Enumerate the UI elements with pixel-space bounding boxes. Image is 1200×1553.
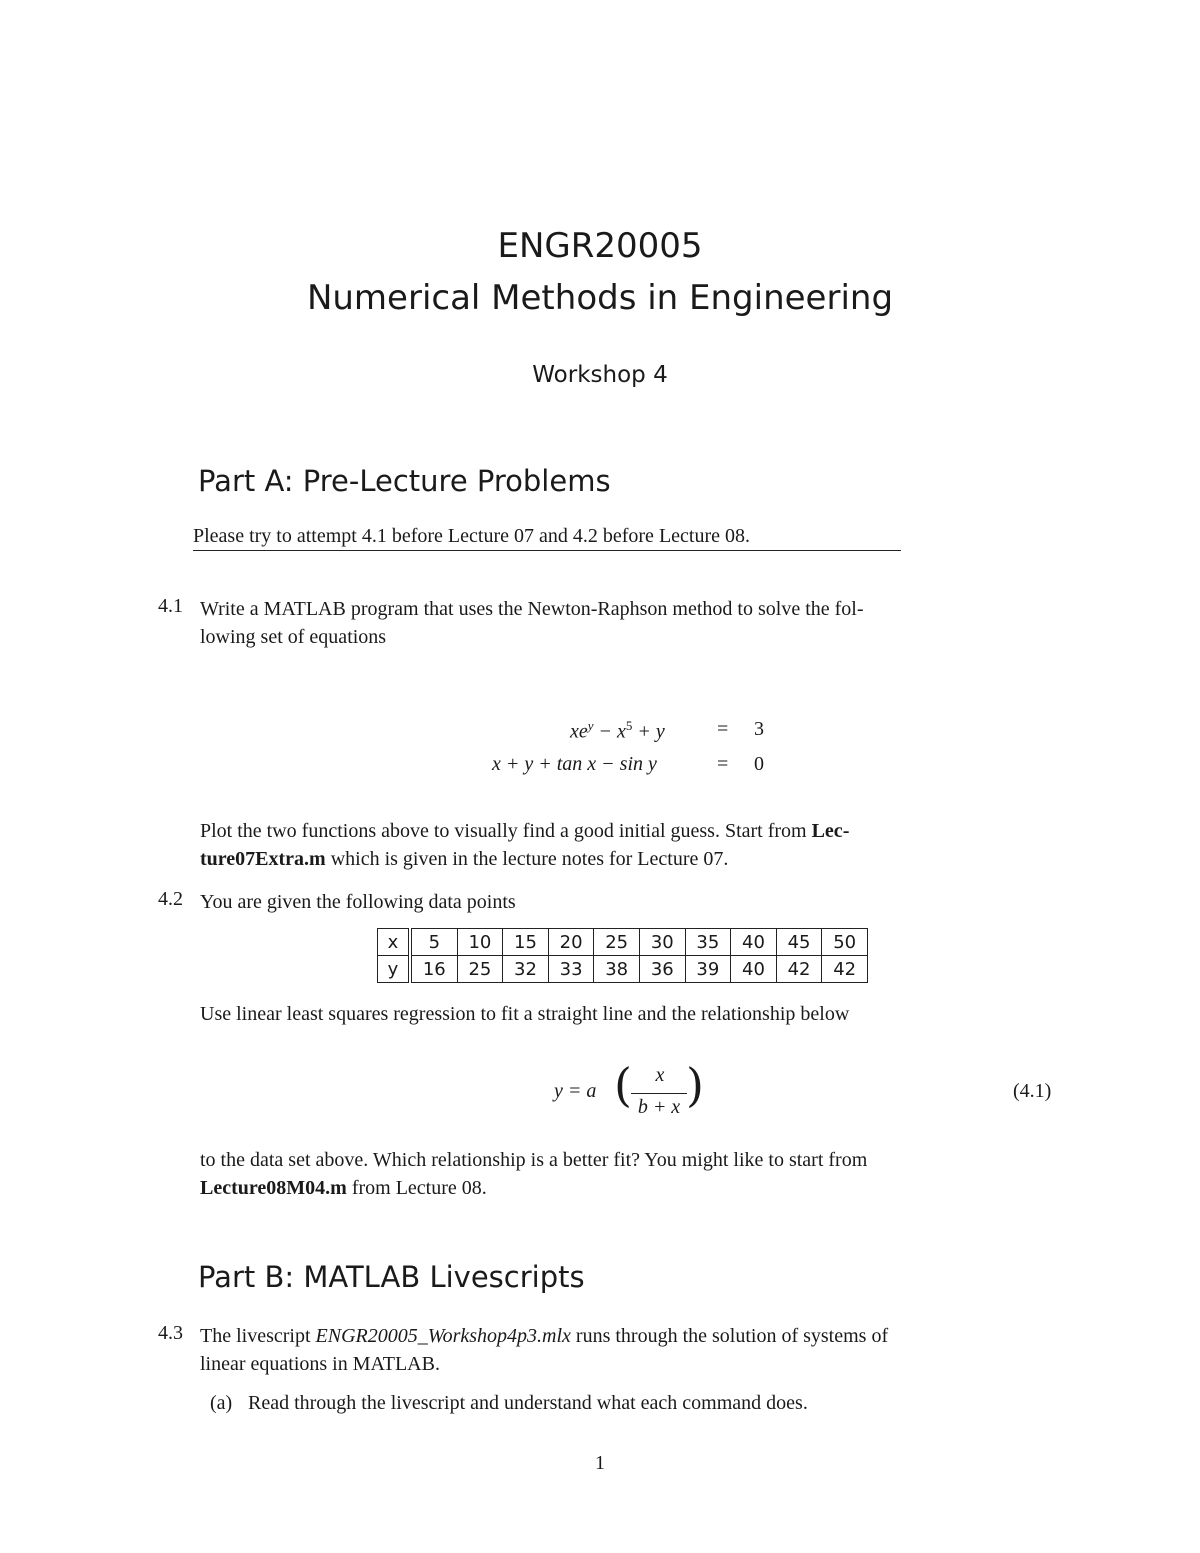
part-b-heading: Part B: MATLAB Livescripts xyxy=(198,1260,585,1294)
fraction-denominator: b + x xyxy=(637,1096,681,1118)
question-4-1-line2: lowing set of equations xyxy=(200,626,387,648)
question-4-2-fit-text: Use linear least squares regression to fit a straight line and the relationship below xyxy=(200,1003,850,1025)
left-paren: ( xyxy=(614,1058,632,1112)
table-header-x: x xyxy=(378,929,411,956)
question-4-1-plot-line2: ture07Extra.m which is given in the lecture notes for Lecture 07. xyxy=(200,848,729,870)
course-title: Numerical Methods in Engineering xyxy=(306,278,894,318)
table-cell: 25 xyxy=(457,956,503,983)
equation-4-1-label: (4.1) xyxy=(1013,1080,1052,1102)
page-number: 1 xyxy=(595,1452,605,1474)
equation-2-lhs: x + y + tan x − sin y xyxy=(492,753,657,775)
table-cell: 45 xyxy=(776,929,822,956)
course-code: ENGR20005 xyxy=(497,226,703,266)
table-cell: 30 xyxy=(639,929,685,956)
table-cell: 25 xyxy=(594,929,640,956)
lecture07-file-part1: Lec- xyxy=(811,820,850,842)
question-4-2-after-line2: Lecture08M04.m from Lecture 08. xyxy=(200,1177,487,1199)
table-row-x xyxy=(378,929,868,956)
fraction-bar xyxy=(631,1093,687,1094)
subquestion-a-text: Read through the livescript and understand what each command does. xyxy=(248,1392,808,1414)
question-4-2-number: 4.2 xyxy=(158,888,183,910)
workshop-label: Workshop 4 xyxy=(532,362,668,388)
table-cell: 20 xyxy=(548,929,594,956)
question-4-2-after-line1: to the data set above. Which relationship is a better fit? You might like to start from xyxy=(200,1149,868,1171)
table-cell: 38 xyxy=(594,956,640,983)
part-a-heading: Part A: Pre-Lecture Problems xyxy=(198,464,611,498)
equation-4-1-lhs: y = a xyxy=(554,1080,597,1102)
table-header-y: y xyxy=(378,956,411,983)
table-cell: 10 xyxy=(457,929,503,956)
equation-2-equals: = xyxy=(717,753,729,775)
question-4-3-line2: linear equations in MATLAB. xyxy=(200,1353,440,1375)
table-cell: 5 xyxy=(410,929,457,956)
fraction-numerator: x xyxy=(655,1064,665,1086)
lecture08-file: Lecture08M04.m xyxy=(200,1177,347,1199)
equation-1-equals: = xyxy=(717,718,729,740)
question-4-3-line1: The livescript ENGR20005_Workshop4p3.mlx runs through the solution of systems of xyxy=(200,1325,889,1347)
table-cell: 42 xyxy=(822,956,868,983)
table-cell: 36 xyxy=(639,956,685,983)
table-cell: 42 xyxy=(776,956,822,983)
question-4-2-intro: You are given the following data points xyxy=(200,891,516,913)
question-4-1-line1: Write a MATLAB program that uses the Newton-Raphson method to solve the fol- xyxy=(200,598,864,620)
question-4-1-plot-line1: Plot the two functions above to visually find a good initial guess. Start from Lec- xyxy=(200,820,850,842)
equation-1-lhs: $xe^y - x^5 + y$ xyxy=(570,718,665,743)
table-cell: 40 xyxy=(731,929,777,956)
livescript-filename: ENGR20005_Workshop4p3.mlx xyxy=(315,1325,571,1347)
table-cell: 50 xyxy=(822,929,868,956)
attempt-note: Please try to attempt 4.1 before Lecture 07 and 4.2 before Lecture 08. xyxy=(193,525,901,551)
table-cell: 35 xyxy=(685,929,731,956)
table-cell: 39 xyxy=(685,956,731,983)
question-4-3-number: 4.3 xyxy=(158,1322,183,1344)
equation-1-rhs: 3 xyxy=(754,718,764,740)
table-cell: 40 xyxy=(731,956,777,983)
table-cell: 16 xyxy=(410,956,457,983)
table-cell: 32 xyxy=(503,956,549,983)
table-cell: 15 xyxy=(503,929,549,956)
right-paren: ) xyxy=(686,1058,704,1112)
data-points-table xyxy=(377,928,868,983)
lecture07-file-part2: ture07Extra.m xyxy=(200,848,326,870)
question-4-1-number: 4.1 xyxy=(158,595,183,617)
equation-2-rhs: 0 xyxy=(754,753,764,775)
table-cell: 33 xyxy=(548,956,594,983)
subquestion-a-label: (a) xyxy=(210,1392,233,1414)
table-row-y xyxy=(378,956,868,983)
